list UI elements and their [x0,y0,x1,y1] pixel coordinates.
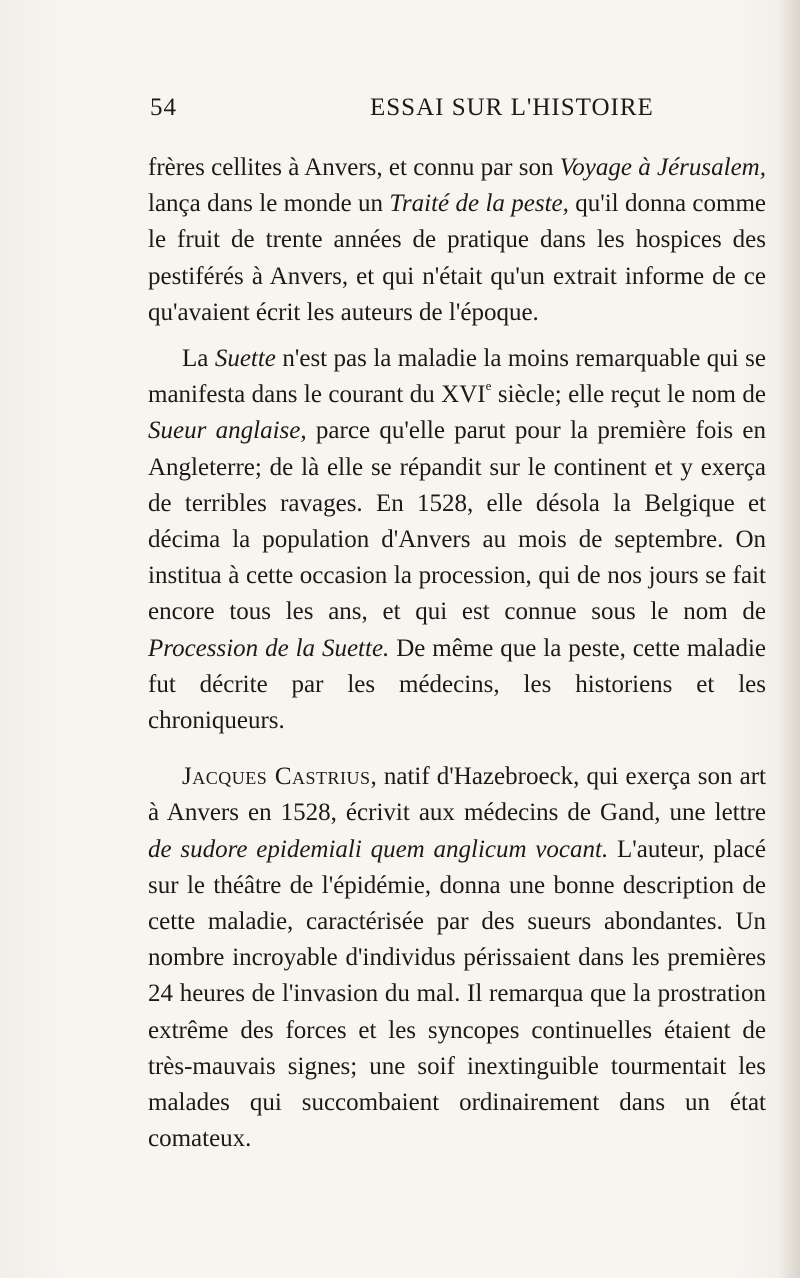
paragraph-2-text: La [182,345,215,373]
page-header [0,94,800,134]
century-superscript: e [485,378,492,394]
paragraph-2-text: De même que la peste, cette maladie fut décrite par les médecins, les historiens et les chroniqueurs. [148,634,767,735]
paragraph-1 [148,150,766,331]
italic-title-traite: Traité de la peste, [389,190,569,218]
author-name-small-caps: Jacques Castrius [182,763,371,791]
paragraph-1-text: frères cellites à Anvers, et connu par son [148,154,560,181]
running-head: ESSAI SUR L'HISTOIRE [370,94,654,121]
italic-title-voyage: Voyage à Jérusalem, [559,154,766,181]
page-body [148,150,766,1157]
italic-suette: Suette [214,345,276,373]
paragraph-1-text: lança dans le monde un [148,190,390,218]
paragraph-1-text: qu'il donna comme le fruit de trente années de pratique dans les hospices des pestiférés à Anvers, et qui n'était qu'un extrait informe de ce qu'avaient écrit les auteurs de l'époque. [148,190,766,326]
paragraph-2-text: parce qu'elle parut pour la première fois en Angleterre; de là elle se répandit sur le continent et y exerça de terribles ravages. En 1528, elle désola la Belgique et décima la population d'Anvers au mois de septembre. On institua à cette occasion la procession, qui de nos jours se fait encore tous les ans, et qui est connue sous le nom de [148,417,766,626]
italic-sueur-anglaise: Sueur anglaise, [148,417,307,445]
paragraph-2-text: n'est pas la maladie la moins remarquable qui se manifesta dans le courant du XVI [148,345,766,409]
page-edge-shadow [778,0,800,1278]
paragraph-3-text: , natif d'Hazebroeck, qui exerça son art à Anvers en 1528, écrivit aux médecins de Gand, une lettre [148,763,766,827]
paragraph-2-text: siècle; elle reçut le nom de [491,381,766,409]
paragraph-2 [148,341,766,739]
italic-procession: Procession de la Suette. [148,634,390,662]
paragraph-3 [148,759,766,1157]
paragraph-3-text: L'auteur, placé sur le théâtre de l'épidémie, donna une bonne description de cette maladie, caractérisée par des sueurs abondantes. Un nombre incroyable d'individus périssaient dans les premières 24 heures de l'invasion du mal. Il remarqua que la prostration extrême des forces et les syncopes continuelles étaient de très-mauvais signes; une soif inextinguible tourmentait les malades qui succombaient ordinairement dans un état comateux. [148,835,766,1153]
italic-latin-title: de sudore epidemiali quem anglicum vocant. [148,835,609,863]
page-number: 54 [150,94,177,121]
